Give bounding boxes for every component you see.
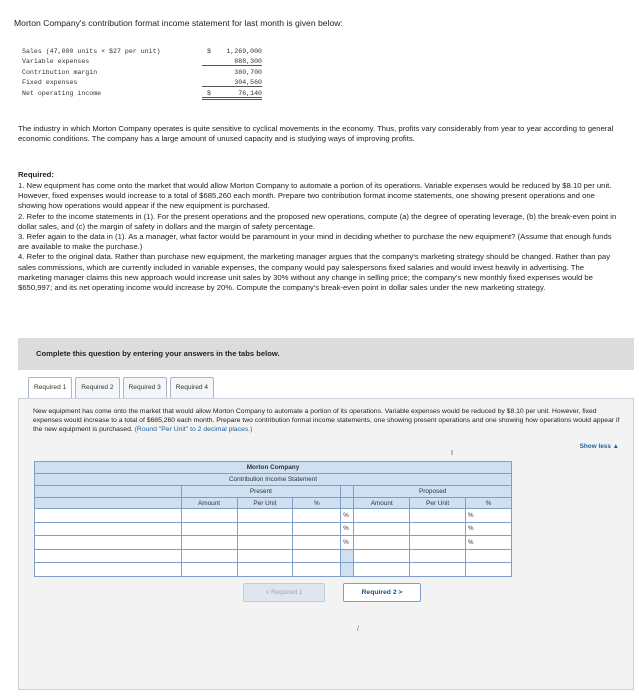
ws-col-percent: % xyxy=(466,498,512,509)
ws-per-unit-input[interactable] xyxy=(410,549,466,563)
tab-bar xyxy=(28,377,214,399)
ws-amount-input[interactable] xyxy=(354,563,410,577)
next-required-button[interactable]: Required 2 > xyxy=(343,583,421,602)
ws-percent-input[interactable] xyxy=(293,549,341,563)
ws-per-unit-input[interactable] xyxy=(237,549,293,563)
ws-pct-sign: % xyxy=(341,522,354,536)
tab-required-2[interactable]: Required 2 xyxy=(75,377,119,399)
text-cursor-icon: / xyxy=(357,626,359,633)
is-row-sales xyxy=(22,48,272,58)
is-row-cm xyxy=(22,69,272,79)
is-amount: 304,560 xyxy=(202,79,262,87)
panel-instruction xyxy=(33,407,627,434)
ws-col-per-unit: Per Unit xyxy=(410,498,466,509)
required-item-3: 3. Refer again to the data in (1). As a manager, what factor would be paramount in your mind in deciding whether to purchase the new equipment? (Assume that enough funds are available to make the purchase.) xyxy=(18,232,612,252)
ws-label-input[interactable] xyxy=(35,522,182,536)
ws-col-per-unit: Per Unit xyxy=(237,498,293,509)
ws-label-input[interactable] xyxy=(35,549,182,563)
ws-amount-input[interactable] xyxy=(181,522,237,536)
ws-pct-sign: % xyxy=(341,536,354,550)
ws-amount-input[interactable] xyxy=(181,549,237,563)
ws-statement: Contribution Income Statement xyxy=(35,474,512,486)
is-dollar: $ xyxy=(207,89,211,97)
intro-text: The industry in which Morton Company operates is quite sensitive to cyclical movements in the economy. Thus, profits vary considerably from year to year according to general economic conditions. The company has a large amount of unused capacity and is studying ways of improving profits. xyxy=(18,124,614,144)
ws-per-unit-input[interactable] xyxy=(237,536,293,550)
required-list xyxy=(18,181,618,293)
ws-row xyxy=(35,509,512,523)
ws-percent-input[interactable] xyxy=(466,563,512,577)
ws-row xyxy=(35,522,512,536)
tab-required-3[interactable]: Required 3 xyxy=(123,377,167,399)
ws-pct-sign: % xyxy=(341,509,354,523)
ws-amount-input[interactable] xyxy=(354,522,410,536)
ws-percent-input[interactable] xyxy=(293,563,341,577)
ws-row xyxy=(35,563,512,577)
ws-percent-input[interactable] xyxy=(293,522,341,536)
income-statement xyxy=(22,48,272,100)
ws-label-input[interactable] xyxy=(35,563,182,577)
ws-per-unit-input[interactable] xyxy=(410,509,466,523)
ws-col-amount: Amount xyxy=(354,498,410,509)
ws-percent-input[interactable]: % xyxy=(466,509,512,523)
is-label: Variable expenses xyxy=(22,58,90,66)
prev-required-button[interactable]: < Required 1 xyxy=(243,583,325,602)
ws-per-unit-input[interactable] xyxy=(237,563,293,577)
tab-required-1[interactable]: Required 1 xyxy=(28,377,72,399)
ws-per-unit-input[interactable] xyxy=(410,536,466,550)
ws-amount-input[interactable] xyxy=(354,549,410,563)
required-item-4: 4. Refer to the original data. Rather than purchase new equipment, the marketing manager argues that the company's marketing strategy should be changed. Rather than pay sales commissions, which are currently included in variable expenses, the company would pay salespersons fixed salaries and would invest heavily in advertising. The marketing manager claims this new approach would increase unit sales by 30% without any change in selling price; the company's new monthly fixed expenses would be $650,997; and its net operating income would increase by 20%. Compute the company's break-even point in dollar sales under the new marketing strategy. xyxy=(18,252,611,293)
instruction-note: (Round "Per Unit" to 2 decimal places.) xyxy=(134,426,253,433)
is-row-variable xyxy=(22,58,272,68)
is-amount: 888,300 xyxy=(202,58,262,66)
ws-col-amount: Amount xyxy=(181,498,237,509)
is-label: Fixed expenses xyxy=(22,79,78,87)
income-statement-worksheet xyxy=(34,461,512,577)
ws-percent-input[interactable] xyxy=(293,509,341,523)
ws-present-header: Present xyxy=(181,486,341,498)
ws-row xyxy=(35,549,512,563)
show-less-link[interactable]: Show less ▲ xyxy=(579,443,619,450)
is-amount: 380,700 xyxy=(234,68,262,76)
tab-panel xyxy=(18,398,634,690)
text-cursor-icon: I xyxy=(451,450,453,457)
ws-label-input[interactable] xyxy=(35,536,182,550)
ws-percent-input[interactable] xyxy=(293,536,341,550)
ws-amount-input[interactable] xyxy=(354,509,410,523)
is-label: Net operating income xyxy=(22,89,102,97)
page-title: Morton Company's contribution format income statement for last month is given below: xyxy=(14,18,343,28)
is-amount: 1,269,000 xyxy=(226,48,262,55)
ws-proposed-header: Proposed xyxy=(354,486,512,498)
ws-col-percent: % xyxy=(293,498,341,509)
instruction-text: New equipment has come onto the market that would allow Morton Company to automate a portion of its operations. Variable expenses would be reduced by $8.10 per unit. However, fixed expenses would increase to a total of $685,260 each month. Prepare two contribution format income statements, one showing present operations and one showing how operations would appear if the new equipment is purchased. xyxy=(33,408,620,433)
is-row-noi xyxy=(22,90,272,100)
ws-percent-input[interactable] xyxy=(466,549,512,563)
ws-per-unit-input[interactable] xyxy=(410,522,466,536)
ws-percent-input[interactable]: % xyxy=(466,536,512,550)
is-label: Contribution margin xyxy=(22,68,98,76)
ws-amount-input[interactable] xyxy=(181,536,237,550)
ws-amount-input[interactable] xyxy=(354,536,410,550)
required-item-1: 1. New equipment has come onto the market that would allow Morton Company to automate a portion of its operations. Variable expenses would be reduced by $8.10 per unit. However, fixed expenses would increase to a total of $685,260 each month. Prepare two contribution format income statements, one showing present operations and one showing how operations would appear if the new equipment is purchased. xyxy=(18,181,612,211)
complete-prompt: Complete this question by entering your answers in the tabs below. xyxy=(36,349,280,358)
ws-per-unit-input[interactable] xyxy=(237,522,293,536)
ws-amount-input[interactable] xyxy=(181,563,237,577)
ws-company: Morton Company xyxy=(35,462,512,474)
complete-banner xyxy=(18,338,634,370)
is-dollar: $ xyxy=(207,48,211,55)
is-amount: 76,140 xyxy=(202,90,262,100)
required-heading: Required: xyxy=(18,170,54,179)
tab-required-4[interactable]: Required 4 xyxy=(170,377,214,399)
is-row-fixed xyxy=(22,79,272,89)
ws-row xyxy=(35,536,512,550)
ws-percent-input[interactable]: % xyxy=(466,522,512,536)
ws-per-unit-input[interactable] xyxy=(237,509,293,523)
ws-label-input[interactable] xyxy=(35,509,182,523)
is-label: Sales (47,000 units × $27 per unit) xyxy=(22,48,161,55)
required-item-2: 2. Refer to the income statements in (1). For the present operations and the proposed new operations, compute (a) the degree of operating leverage, (b) the break-even point in dollar sales, and (c) the margin of safety in dollars and the margin of safety percentage. xyxy=(18,211,617,231)
ws-per-unit-input[interactable] xyxy=(410,563,466,577)
ws-amount-input[interactable] xyxy=(181,509,237,523)
